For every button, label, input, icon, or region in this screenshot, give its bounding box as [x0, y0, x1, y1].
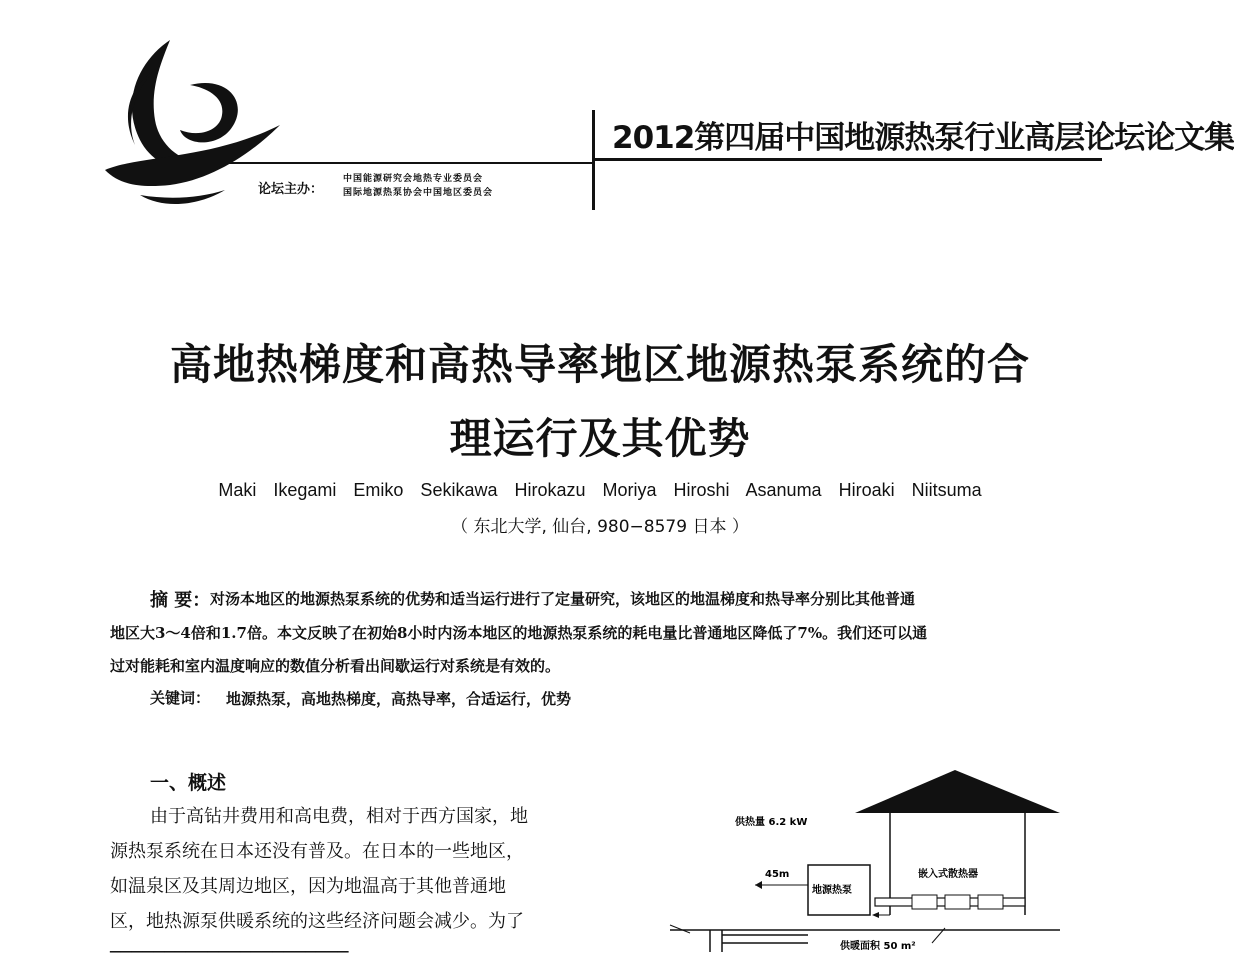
house-roof	[855, 770, 1060, 813]
keywords: 地源热泵，高地热梯度，高热导率，合适运行，优势	[226, 690, 572, 708]
paper-title-line-2: 理运行及其优势	[449, 414, 751, 463]
organizer-list	[343, 172, 493, 200]
affiliation: （ 东北大学, 仙台, 980−8579 日本 ）	[451, 517, 749, 537]
abstract-line: 过对能耗和室内温度响应的数值分析看出间歇运行对系统是有效的。	[110, 657, 561, 675]
paper-title-line-1: 高地热梯度和高热导率地区地源热泵系统的合	[169, 340, 1030, 389]
abstract-line: 地区大3～4倍和1.7倍。本文反映了在初始8小时内汤本地区的地源热泵系统的耗电量比普通地区降低了7%。我们还可以通	[110, 624, 928, 642]
heating-area-label: 供暖面积 50 m²	[840, 941, 916, 952]
abstract-line: 对汤本地区的地源热泵系统的优势和适当运行进行了定量研究，该地区的地温梯度和热导率分别比其他普通	[210, 590, 916, 608]
distance-label: 45m	[765, 869, 790, 880]
heat-pump-figure	[660, 765, 1080, 952]
abstract-label: 摘 要：	[150, 590, 211, 611]
section-heading: 一、概述	[150, 772, 227, 794]
keywords-label: 关键词：	[150, 689, 211, 707]
organizer-label: 论坛主办：	[258, 182, 324, 197]
radiator-label: 嵌入式散热器	[918, 869, 978, 880]
conference-title: 2012第四届中国地源热泵行业高层论坛论文集	[612, 120, 1234, 156]
body-line-cut: ──────────────────────	[110, 942, 349, 963]
organizer-1: 中国能源研究会地热专业委员会	[343, 174, 484, 184]
header-rule	[592, 158, 1102, 161]
body-line: 区，地热源泵供暖系统的这些经济问题会减少。为了	[110, 911, 524, 932]
heat-pump-label: 地源热泵	[812, 885, 852, 896]
body-line: 源热泵系统在日本还没有普及。在日本的一些地区，	[110, 841, 524, 862]
author-list: Maki Ikegami Emiko Sekikawa Hirokazu Moriya Hiroshi Asanuma Hiroaki Niitsuma	[218, 480, 982, 500]
body-line: 如温泉区及其周边地区，因为地温高于其他普通地	[110, 876, 506, 897]
body-line: 由于高钻井费用和高电费，相对于西方国家，地	[150, 806, 528, 827]
organizer-2: 国际地源热泵协会中国地区委员会	[343, 188, 494, 198]
header-divider	[225, 162, 593, 164]
heat-supply-label: 供热量 6.2 kW	[735, 817, 808, 828]
